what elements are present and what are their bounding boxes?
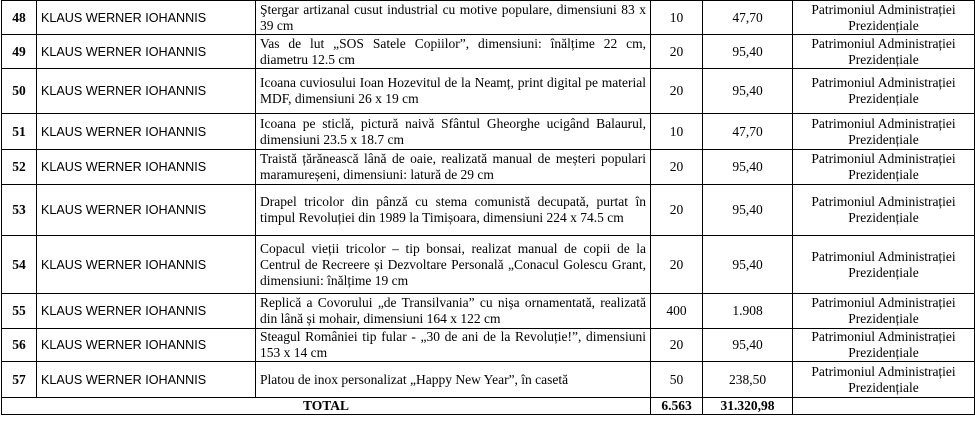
row-number: 50: [2, 69, 37, 114]
item-owner: Patrimoniul Administrației Prezidențiale: [793, 294, 975, 329]
inventory-table: [1, 0, 975, 415]
table-row: [2, 329, 975, 362]
table-row: [2, 236, 975, 294]
item-value: 95,40: [703, 236, 793, 294]
item-quantity: 50: [651, 362, 703, 398]
recipient-name: KLAUS WERNER IOHANNIS: [37, 69, 256, 114]
row-number: 55: [2, 294, 37, 329]
item-description: Replică a Covorului „de Transilvania” cu nișa ornamentată, realizată din lână și mohair, dimensiuni 164 x 122 cm: [256, 294, 651, 329]
table-row: [2, 362, 975, 398]
table-row: [2, 294, 975, 329]
recipient-name: KLAUS WERNER IOHANNIS: [37, 150, 256, 185]
item-value: 1.908: [703, 294, 793, 329]
total-row: [2, 398, 975, 415]
item-quantity: 10: [651, 114, 703, 150]
item-owner: Patrimoniul Administrației Prezidențiale: [793, 185, 975, 236]
row-number: 53: [2, 185, 37, 236]
item-quantity: 400: [651, 294, 703, 329]
item-value: 95,40: [703, 185, 793, 236]
item-description: Icoana pe sticlă, pictură naivă Sfântul Gheorghe ucigând Balaurul, dimensiuni 23.5 x 18.7 cm: [256, 114, 651, 150]
item-owner: Patrimoniul Administrației Prezidențiale: [793, 150, 975, 185]
recipient-name: KLAUS WERNER IOHANNIS: [37, 236, 256, 294]
total-value: 31.320,98: [703, 398, 793, 415]
item-owner: Patrimoniul Administrației Prezidențiale: [793, 114, 975, 150]
item-owner: Patrimoniul Administrației Prezidențiale: [793, 35, 975, 69]
table-row: [2, 69, 975, 114]
item-value: 95,40: [703, 69, 793, 114]
row-number: 49: [2, 35, 37, 69]
table-row: [2, 1, 975, 35]
row-number: 57: [2, 362, 37, 398]
table-row: [2, 185, 975, 236]
item-description: Copacul vieții tricolor – tip bonsai, realizat manual de copii de la Centrul de Recreere și Dezvoltare Personală „Conacul Golescu Grant, dimensiuni: înălțime 19 cm: [256, 236, 651, 294]
total-empty-cell: [793, 398, 975, 415]
table-row: [2, 114, 975, 150]
table-row: [2, 150, 975, 185]
item-value: 95,40: [703, 329, 793, 362]
item-value: 47,70: [703, 114, 793, 150]
recipient-name: KLAUS WERNER IOHANNIS: [37, 185, 256, 236]
item-owner: Patrimoniul Administrației Prezidențiale: [793, 362, 975, 398]
item-description: Steagul României tip fular - „30 de ani de la Revoluție!”, dimensiuni 153 x 14 cm: [256, 329, 651, 362]
item-description: Ştergar artizanal cusut industrial cu motive populare, dimensiuni 83 x 39 cm: [256, 1, 651, 35]
row-number: 48: [2, 1, 37, 35]
item-owner: Patrimoniul Administrației Prezidențiale: [793, 236, 975, 294]
item-owner: Patrimoniul Administrației Prezidențiale: [793, 1, 975, 35]
item-description: Platou de inox personalizat „Happy New Year”, în casetă: [256, 362, 651, 398]
item-description: Vas de lut „SOS Satele Copiilor”, dimensiuni: înălțime 22 cm, diametru 12.5 cm: [256, 35, 651, 69]
item-owner: Patrimoniul Administrației Prezidențiale: [793, 69, 975, 114]
item-quantity: 10: [651, 1, 703, 35]
recipient-name: KLAUS WERNER IOHANNIS: [37, 294, 256, 329]
item-value: 238,50: [703, 362, 793, 398]
recipient-name: KLAUS WERNER IOHANNIS: [37, 35, 256, 69]
recipient-name: KLAUS WERNER IOHANNIS: [37, 1, 256, 35]
item-owner: Patrimoniul Administrației Prezidențiale: [793, 329, 975, 362]
item-quantity: 20: [651, 185, 703, 236]
row-number: 56: [2, 329, 37, 362]
total-quantity: 6.563: [651, 398, 703, 415]
row-number: 54: [2, 236, 37, 294]
table-row: [2, 35, 975, 69]
recipient-name: KLAUS WERNER IOHANNIS: [37, 114, 256, 150]
row-number: 52: [2, 150, 37, 185]
item-value: 95,40: [703, 150, 793, 185]
item-quantity: 20: [651, 69, 703, 114]
item-value: 95,40: [703, 35, 793, 69]
item-quantity: 20: [651, 329, 703, 362]
item-quantity: 20: [651, 35, 703, 69]
item-quantity: 20: [651, 236, 703, 294]
row-number: 51: [2, 114, 37, 150]
item-description: Icoana cuviosului Ioan Hozevitul de la Neamț, print digital pe material MDF, dimensiuni 26 x 19 cm: [256, 69, 651, 114]
item-quantity: 20: [651, 150, 703, 185]
table-body: [2, 1, 975, 398]
item-description: Drapel tricolor din pânză cu stema comunistă decupată, purtat în timpul Revoluției din 1989 la Timișoara, dimensiuni 224 x 74.5 cm: [256, 185, 651, 236]
recipient-name: KLAUS WERNER IOHANNIS: [37, 362, 256, 398]
item-description: Traistă țărănească lână de oaie, realizată manual de meșteri populari maramureșeni, dimensiuni: latură de 29 cm: [256, 150, 651, 185]
total-label: TOTAL: [2, 398, 651, 415]
recipient-name: KLAUS WERNER IOHANNIS: [37, 329, 256, 362]
item-value: 47,70: [703, 1, 793, 35]
